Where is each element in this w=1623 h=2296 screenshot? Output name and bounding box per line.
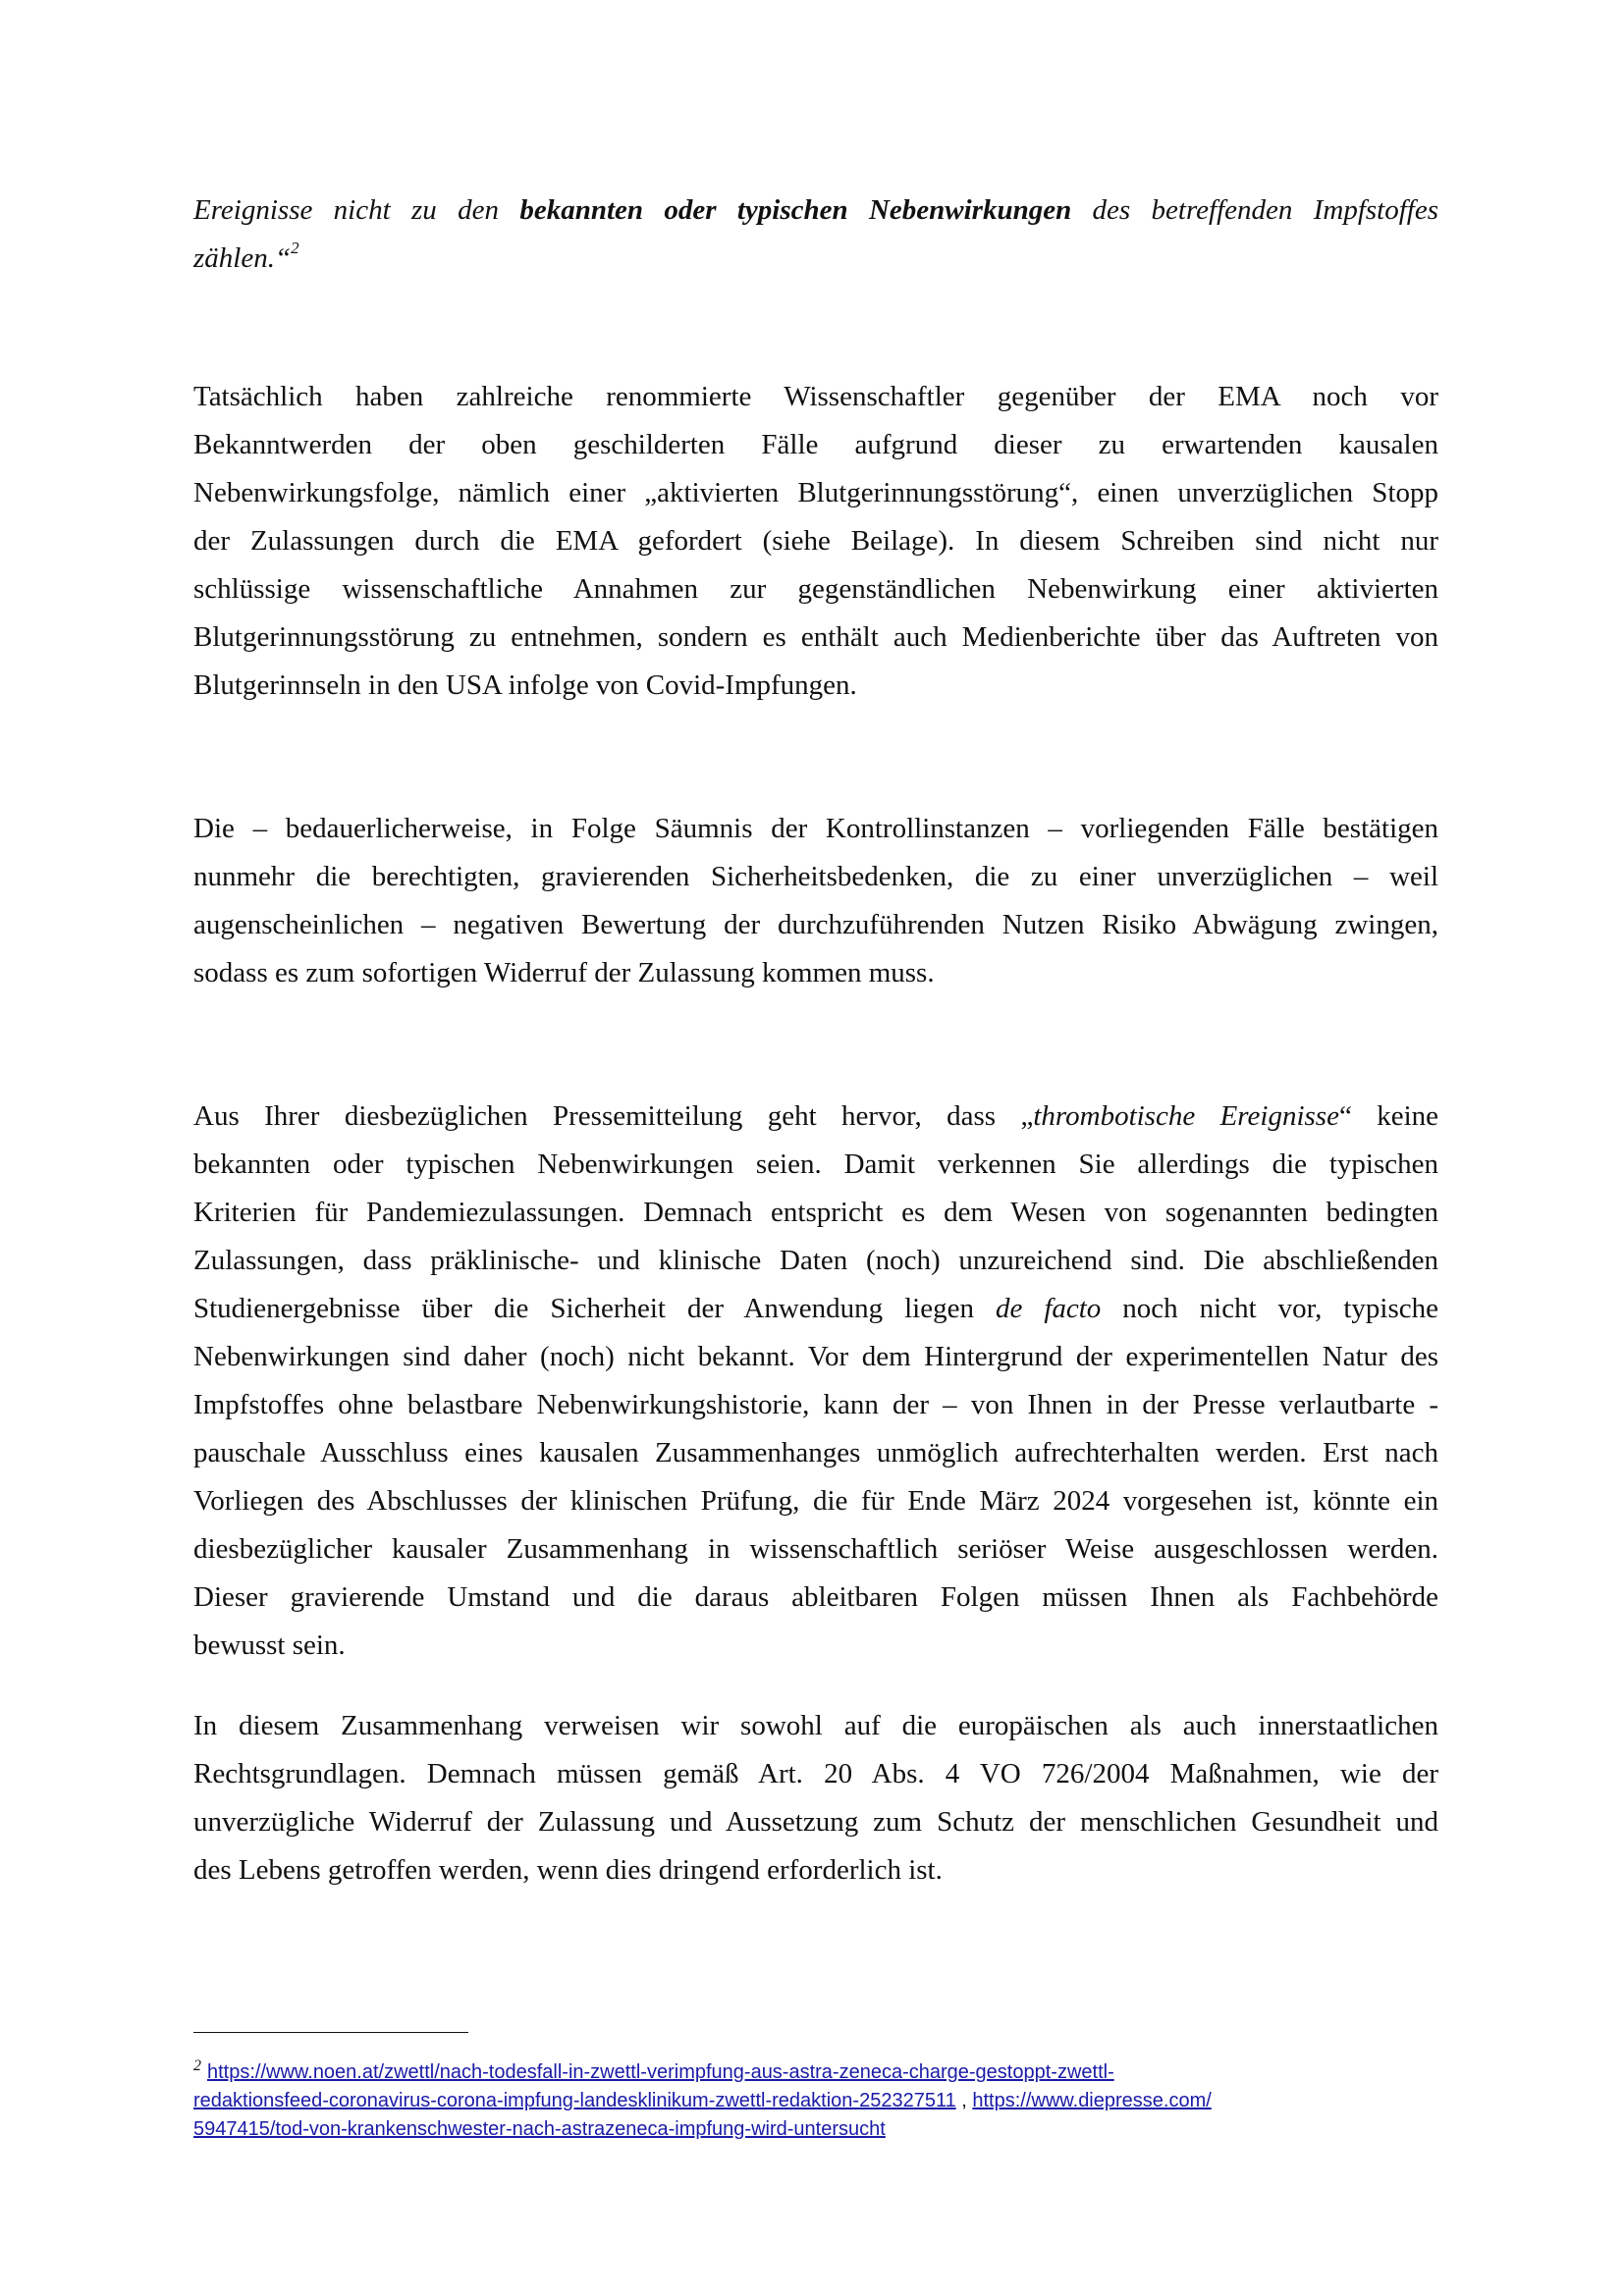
footnote-mark: 2	[193, 2057, 201, 2074]
footnote-line-1	[193, 2052, 1438, 2087]
paragraph-1	[193, 373, 1438, 710]
intro-quote-paragraph	[193, 187, 1438, 283]
footnote-separator	[193, 2032, 468, 2033]
footnote-link-noen[interactable]: https://www.noen.at/zwettl/nach-todesfall-in-zwettl-verimpfung-aus-astra-zeneca-charge-gestoppt-zwettl-	[207, 2061, 1114, 2083]
latin-term: de facto	[995, 1293, 1102, 1324]
intro-text: zählen.“	[193, 242, 292, 274]
paragraph-line: Zulassungen, dass präklinische- und klinische Daten (noch) unzureichend sind. Die abschließenden	[193, 1245, 1438, 1276]
paragraph-text: noch nicht vor, typische	[1101, 1293, 1438, 1324]
paragraph-line: bekannten oder typischen Nebenwirkungen seien. Damit verkennen Sie allerdings die typischen	[193, 1148, 1438, 1180]
paragraph-line: Vorliegen des Abschlusses der klinischen Prüfung, die für Ende März 2024 vorgesehen ist, könnte ein	[193, 1485, 1438, 1517]
intro-line-2	[193, 235, 1438, 283]
intro-line-1	[193, 187, 1438, 235]
paragraph-line: augenscheinlichen – negativen Bewertung der durchzuführenden Nutzen Risiko Abwägung zwingen,	[193, 909, 1438, 940]
footnote-separator-text: ,	[955, 2090, 973, 2111]
paragraph-line: Kriterien für Pandemiezulassungen. Demnach entspricht es dem Wesen von sogenannten bedingten	[193, 1197, 1438, 1228]
paragraph-text: Aus Ihrer diesbezüglichen Pressemitteilung geht hervor, dass „	[193, 1100, 1034, 1132]
paragraph-line: sodass es zum sofortigen Widerruf der Zulassung kommen muss.	[193, 957, 935, 988]
paragraph-text: “ keine	[1338, 1100, 1438, 1132]
paragraph-line	[193, 1285, 1438, 1333]
paragraph-line	[193, 1093, 1438, 1141]
paragraph-line: Rechtsgrundlagen. Demnach müssen gemäß Art. 20 Abs. 4 VO 726/2004 Maßnahmen, wie der	[193, 1758, 1438, 1789]
paragraph-line: nunmehr die berechtigten, gravierenden Sicherheitsbedenken, die zu einer unverzüglichen – weil	[193, 861, 1438, 892]
footnote-line-3	[193, 2115, 1438, 2144]
intro-text: des betreffenden Impfstoffes	[1071, 194, 1438, 226]
paragraph-line: Bekanntwerden der oben geschilderten Fälle aufgrund dieser zu erwartenden kausalen	[193, 429, 1438, 460]
paragraph-text: Studienergebnisse über die Sicherheit der Anwendung liegen	[193, 1293, 996, 1324]
footnote-line-2	[193, 2087, 1438, 2115]
paragraph-4	[193, 1702, 1438, 1895]
footnote	[193, 2052, 1438, 2144]
paragraph-line: schlüssige wissenschaftliche Annahmen zur gegenständlichen Nebenwirkung einer aktivierten	[193, 573, 1438, 605]
paragraph-line: In diesem Zusammenhang verweisen wir sowohl auf die europäischen als auch innerstaatlichen	[193, 1710, 1438, 1741]
footnote-link-diepresse-cont[interactable]: 5947415/tod-von-krankenschwester-nach-astrazeneca-impfung-wird-untersucht	[193, 2118, 886, 2140]
paragraph-line: bewusst sein.	[193, 1629, 346, 1661]
paragraph-line: Blutgerinnungsstörung zu entnehmen, sondern es enthält auch Medienberichte über das Auftreten von	[193, 621, 1438, 653]
paragraph-line: Die – bedauerlicherweise, in Folge Säumnis der Kontrollinstanzen – vorliegenden Fälle bestätigen	[193, 813, 1438, 844]
paragraph-line: Dieser gravierende Umstand und die daraus ableitbaren Folgen müssen Ihnen als Fachbehörde	[193, 1581, 1438, 1613]
quoted-term: thrombotische Ereignisse	[1033, 1100, 1339, 1132]
paragraph-line: diesbezüglicher kausaler Zusammenhang in wissenschaftlich seriöser Weise ausgeschlossen werden.	[193, 1533, 1438, 1565]
footnote-reference[interactable]: 2	[291, 239, 299, 257]
paragraph-line: Impfstoffes ohne belastbare Nebenwirkungshistorie, kann der – von Ihnen in der Presse verlautbarte -	[193, 1389, 1438, 1420]
paragraph-line: Tatsächlich haben zahlreiche renommierte Wissenschaftler gegenüber der EMA noch vor	[193, 381, 1438, 412]
paragraph-2	[193, 805, 1438, 997]
footnote-link-diepresse[interactable]: https://www.diepresse.com/	[972, 2090, 1212, 2111]
intro-text: Ereignisse nicht zu den	[193, 194, 520, 226]
paragraph-line: pauschale Ausschluss eines kausalen Zusammenhanges unmöglich aufrechterhalten werden. Erst nach	[193, 1437, 1438, 1468]
footnote-link-noen-cont[interactable]: redaktionsfeed-coronavirus-corona-impfung-landesklinikum-zwettl-redaktion-252327511	[193, 2090, 956, 2111]
paragraph-line: Nebenwirkungen sind daher (noch) nicht bekannt. Vor dem Hintergrund der experimentellen Natur des	[193, 1341, 1438, 1372]
paragraph-line: unverzügliche Widerruf der Zulassung und Aussetzung zum Schutz der menschlichen Gesundheit und	[193, 1806, 1438, 1838]
paragraph-3	[193, 1093, 1438, 1670]
paragraph-line: des Lebens getroffen werden, wenn dies dringend erforderlich ist.	[193, 1854, 943, 1886]
intro-emphasis: bekannten oder typischen Nebenwirkungen	[519, 194, 1072, 226]
paragraph-line: Blutgerinnseln in den USA infolge von Covid-Impfungen.	[193, 669, 857, 701]
paragraph-line: der Zulassungen durch die EMA gefordert (siehe Beilage). In diesem Schreiben sind nicht nur	[193, 525, 1438, 557]
paragraph-line: Nebenwirkungsfolge, nämlich einer „aktivierten Blutgerinnungsstörung“, einen unverzüglichen Stopp	[193, 477, 1438, 508]
